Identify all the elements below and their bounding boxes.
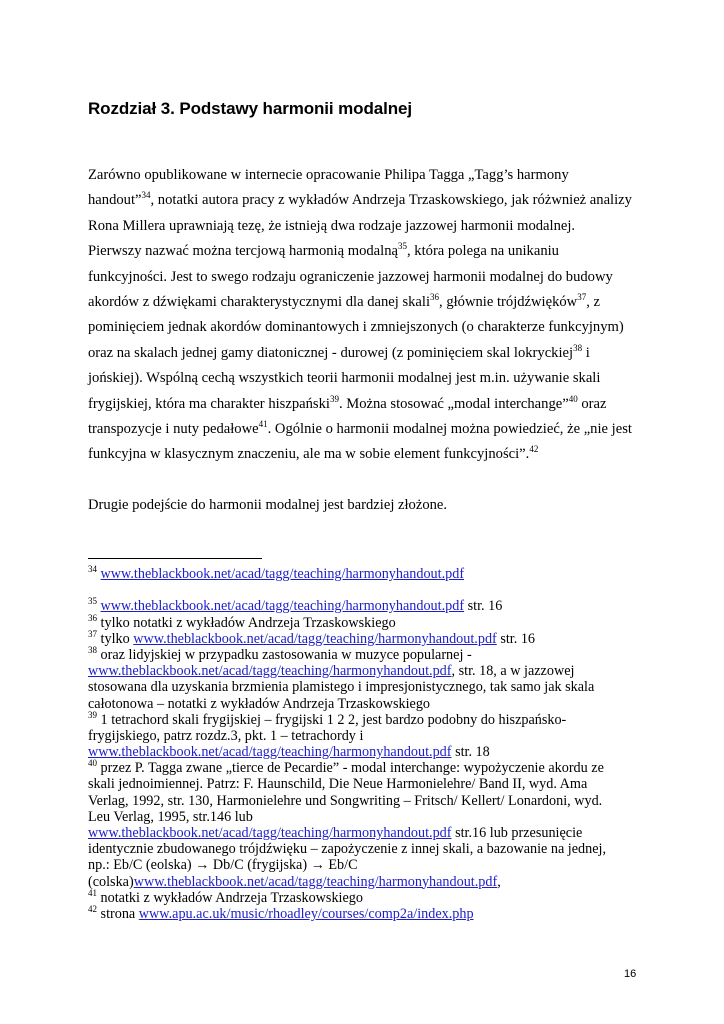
- footnote-42: $^{42}$ strona www.apu.ac.uk/music/rhoadley/courses/comp2a/index.php: [88, 903, 474, 922]
- footnote-38-line: stosowana dla uzyskania brzmienia plamistego i impresjonistycznego, tak samo jak skala: [88, 679, 595, 696]
- footnote-ref[interactable]: 41: [258, 418, 268, 429]
- footnote-40-line: np.: Eb/C (eolska) → Db/C (frygijska) → Eb/C: [88, 857, 358, 874]
- footnote-38: $^{38}$ oraz lidyjskiej w przypadku zastosowania w muzyce popularnej -: [88, 644, 472, 663]
- footnote-35: $^{35}$ www.theblackbook.net/acad/tagg/teaching/harmonyhandout.pdf str. 16: [88, 596, 503, 615]
- body-line: Pierwszy nazwać można tercjową harmonią modalną$^{35}$, która polega na unikaniu: [88, 241, 559, 260]
- footnote-ref[interactable]: 37: [577, 291, 587, 302]
- footnote-40-line: Verlag, 1992, str. 130, Harmonielehre und Songwriting – Fritsch/ Kellert/ Lonardoni, wyd.: [88, 792, 603, 809]
- footnote-40-line: identycznie zbudowanego trójdźwięku – zapożyczenie z innej skali, a bazowanie na jednej,: [88, 841, 607, 858]
- body-line: oraz na skalach jednej gamy diatonicznej - durowej (z pominięciem skal lokryckiej$^{38}$ i: [88, 342, 590, 361]
- footnote-40-line: www.theblackbook.net/acad/tagg/teaching/harmonyhandout.pdf str.16 lub przesunięcie: [88, 825, 583, 841]
- body-line: transpozycje i nuty pedałowe$^{41}$. Ogólnie o harmonii modalnej można powiedzieć, że „nie jest: [88, 418, 632, 437]
- footnote-ref[interactable]: 39: [329, 393, 339, 404]
- body-text: [88, 163, 648, 518]
- footnote-link[interactable]: www.theblackbook.net/acad/tagg/teaching/harmonyhandout.pdf: [100, 598, 465, 615]
- chapter-heading: Rozdział 3. Podstawy harmonii modalnej: [88, 99, 412, 118]
- footnote-link[interactable]: www.theblackbook.net/acad/tagg/teaching/harmonyhandout.pdf: [133, 873, 498, 890]
- body-line: frygijskiej, która ma charakter hiszpański$^{39}$. Można stosować „modal interchange”$^{40}$ oraz: [88, 393, 607, 412]
- footnote-ref[interactable]: 34: [141, 190, 151, 201]
- body-line: Rona Millera uprawniają tezę, że istnieją dwa rodzaje jazzowej harmonii modalnej.: [88, 217, 576, 234]
- footnote-ref[interactable]: 36: [430, 291, 440, 302]
- body-line: funkcyjna w klasycznym znaczeniu, ale ma w sobie element funkcyjności”.$^{42}$: [88, 444, 539, 463]
- footnote-34: $^{34}$ www.theblackbook.net/acad/tagg/teaching/harmonyhandout.pdf: [88, 564, 465, 582]
- footnote-link[interactable]: www.apu.ac.uk/music/rhoadley/courses/comp2a/index.php: [138, 905, 474, 922]
- footnote-38-line: całotonowa – notatki z wykładów Andrzeja Trzaskowskiego: [88, 695, 431, 712]
- footnote-38-line: www.theblackbook.net/acad/tagg/teaching/harmonyhandout.pdf, str. 18, a w jazzowej: [88, 663, 575, 680]
- footnote-separator: [88, 558, 262, 559]
- footnote-ref[interactable]: 35: [398, 241, 407, 252]
- footnote-link[interactable]: www.theblackbook.net/acad/tagg/teaching/harmonyhandout.pdf: [88, 744, 452, 761]
- footnote-39: $^{39}$ 1 tetrachord skali frygijskiej – frygijski 1 2 2, jest bardzo podobny do hiszpańsko-: [88, 709, 567, 728]
- footnote-40-line: (colska)www.theblackbook.net/acad/tagg/teaching/harmonyhandout.pdf,: [88, 873, 501, 890]
- footnote-link[interactable]: www.theblackbook.net/acad/tagg/teaching/harmonyhandout.pdf: [100, 566, 465, 582]
- footnote-37: $^{37}$ tylko www.theblackbook.net/acad/tagg/teaching/harmonyhandout.pdf str. 16: [88, 628, 536, 647]
- footnote-link[interactable]: www.theblackbook.net/acad/tagg/teaching/harmonyhandout.pdf: [88, 825, 452, 841]
- body-line: jońskiej). Wspólną cechą wszystkich teorii harmonii modalnej jest m.in. używanie skali: [88, 370, 601, 387]
- footnote-39-line: frygijskiego, patrz rozdz.3, pkt. 1 – tetrachordy i: [88, 727, 364, 744]
- footnote-ref[interactable]: 38: [573, 342, 583, 353]
- footnotes: [88, 566, 648, 922]
- footnote-39-line: www.theblackbook.net/acad/tagg/teaching/harmonyhandout.pdf str. 18: [88, 744, 490, 761]
- footnote-36: $^{36}$ tylko notatki z wykładów Andrzeja Trzaskowskiego: [88, 612, 396, 631]
- body-line: Zarówno opublikowane w internecie opracowanie Philipa Tagga „Tagg’s harmony: [88, 167, 569, 183]
- footnote-40-line: Leu Verlag, 1995, str.146 lub: [88, 808, 253, 825]
- body-line: handout”$^{34}$, notatki autora pracy z wykładów Andrzeja Trzaskowskiego, jak różwnież analizy: [88, 190, 632, 209]
- footnote-link[interactable]: www.theblackbook.net/acad/tagg/teaching/harmonyhandout.pdf: [88, 663, 452, 680]
- footnote-40: $^{40}$ przez P. Tagga zwane „tierce de Pecardie” - modal interchange: wypożyczenie akordu ze: [88, 758, 604, 777]
- footnote-ref[interactable]: 42: [529, 444, 539, 455]
- body-line: funkcyjności. Jest to swego rodzaju ograniczenie jazzowej harmonii modalnej do budowy: [88, 268, 613, 285]
- footnote-40-line: skali jednoimiennej. Patrz: F. Haunschild, Die Neue Harmonielehre/ Band II, wyd. Ama: [88, 776, 588, 793]
- footnote-link[interactable]: www.theblackbook.net/acad/tagg/teaching/harmonyhandout.pdf: [133, 630, 497, 647]
- footnote-ref[interactable]: 40: [568, 393, 578, 404]
- footnote-41: $^{41}$ notatki z wykładów Andrzeja Trzaskowskiego: [88, 887, 363, 906]
- body-line: Drugie podejście do harmonii modalnej jest bardziej złożone.: [88, 497, 448, 514]
- page-number: 16: [624, 968, 637, 980]
- body-line: akordów z dźwiękami charakterystycznymi dla danej skali$^{36}$, głównie trójdźwięków$^{37}$, z: [88, 291, 601, 310]
- body-line: pominięciem jednak akordów dominantowych i zmniejszonych (o charakterze funkcyjnym): [88, 319, 624, 336]
